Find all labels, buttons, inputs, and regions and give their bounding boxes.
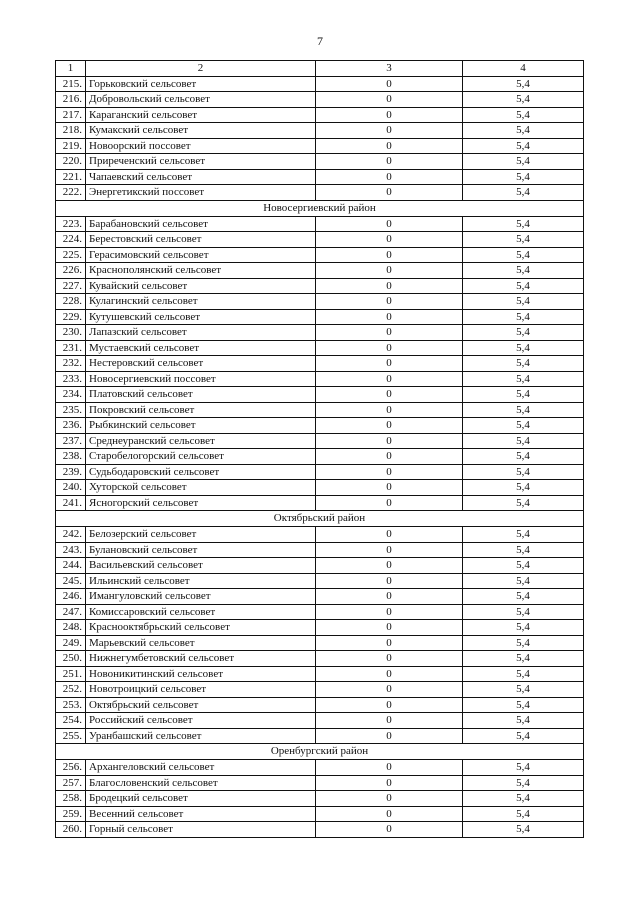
table-row bbox=[56, 325, 584, 341]
column-4-value: 5,4 bbox=[463, 806, 584, 822]
settlement-name: Благословенский сельсовет bbox=[86, 775, 316, 791]
table-row bbox=[56, 356, 584, 372]
table-row bbox=[56, 107, 584, 123]
allocation-table bbox=[55, 60, 584, 838]
district-heading-row bbox=[56, 744, 584, 760]
row-number: 225. bbox=[56, 247, 86, 263]
table-row bbox=[56, 604, 584, 620]
settlement-name: Горьковский сельсовет bbox=[86, 76, 316, 92]
column-4-value: 5,4 bbox=[463, 728, 584, 744]
table-row bbox=[56, 527, 584, 543]
settlement-name: Кувайский сельсовет bbox=[86, 278, 316, 294]
column-3-value: 0 bbox=[316, 340, 463, 356]
table-row bbox=[56, 263, 584, 279]
settlement-name: Краснополянский сельсовет bbox=[86, 263, 316, 279]
column-4-value: 5,4 bbox=[463, 169, 584, 185]
column-3-value: 0 bbox=[316, 589, 463, 605]
column-4-value: 5,4 bbox=[463, 232, 584, 248]
column-4-value: 5,4 bbox=[463, 682, 584, 698]
table-row bbox=[56, 92, 584, 108]
column-3-value: 0 bbox=[316, 666, 463, 682]
row-number: 218. bbox=[56, 123, 86, 139]
column-4-value: 5,4 bbox=[463, 263, 584, 279]
row-number: 226. bbox=[56, 263, 86, 279]
table-row bbox=[56, 371, 584, 387]
settlement-name: Булановский сельсовет bbox=[86, 542, 316, 558]
row-number: 228. bbox=[56, 294, 86, 310]
row-number: 227. bbox=[56, 278, 86, 294]
settlement-name: Нижнегумбетовский сельсовет bbox=[86, 651, 316, 667]
settlement-name: Старобелогорский сельсовет bbox=[86, 449, 316, 465]
settlement-name: Архангеловский сельсовет bbox=[86, 760, 316, 776]
settlement-name: Российский сельсовет bbox=[86, 713, 316, 729]
row-number: 249. bbox=[56, 635, 86, 651]
table-row bbox=[56, 309, 584, 325]
column-3-value: 0 bbox=[316, 604, 463, 620]
settlement-name: Комиссаровский сельсовет bbox=[86, 604, 316, 620]
column-3-value: 0 bbox=[316, 247, 463, 263]
table-row bbox=[56, 822, 584, 838]
column-3-value: 0 bbox=[316, 216, 463, 232]
row-number: 220. bbox=[56, 154, 86, 170]
row-number: 229. bbox=[56, 309, 86, 325]
district-heading: Новосергиевский район bbox=[56, 200, 584, 216]
column-3-value: 0 bbox=[316, 464, 463, 480]
district-heading: Октябрьский район bbox=[56, 511, 584, 527]
row-number: 250. bbox=[56, 651, 86, 667]
column-3-value: 0 bbox=[316, 697, 463, 713]
column-4-value: 5,4 bbox=[463, 371, 584, 387]
column-3-value: 0 bbox=[316, 185, 463, 201]
column-4-value: 5,4 bbox=[463, 822, 584, 838]
table-row bbox=[56, 775, 584, 791]
column-3-value: 0 bbox=[316, 495, 463, 511]
settlement-name: Кумакский сельсовет bbox=[86, 123, 316, 139]
column-3-value: 0 bbox=[316, 760, 463, 776]
column-3-value: 0 bbox=[316, 169, 463, 185]
column-4-value: 5,4 bbox=[463, 294, 584, 310]
district-heading-row bbox=[56, 511, 584, 527]
row-number: 217. bbox=[56, 107, 86, 123]
column-3-value: 0 bbox=[316, 232, 463, 248]
row-number: 221. bbox=[56, 169, 86, 185]
table-row bbox=[56, 589, 584, 605]
column-3-value: 0 bbox=[316, 263, 463, 279]
row-number: 240. bbox=[56, 480, 86, 496]
row-number: 242. bbox=[56, 527, 86, 543]
table-header-row bbox=[56, 61, 584, 77]
column-3-value: 0 bbox=[316, 371, 463, 387]
column-4-value: 5,4 bbox=[463, 542, 584, 558]
row-number: 215. bbox=[56, 76, 86, 92]
column-4-value: 5,4 bbox=[463, 216, 584, 232]
table-row bbox=[56, 651, 584, 667]
row-number: 233. bbox=[56, 371, 86, 387]
column-4-value: 5,4 bbox=[463, 76, 584, 92]
table-row bbox=[56, 123, 584, 139]
column-4-value: 5,4 bbox=[463, 620, 584, 636]
table-row bbox=[56, 76, 584, 92]
row-number: 254. bbox=[56, 713, 86, 729]
table-row bbox=[56, 760, 584, 776]
table-row bbox=[56, 247, 584, 263]
column-3-value: 0 bbox=[316, 309, 463, 325]
row-number: 244. bbox=[56, 558, 86, 574]
column-3-value: 0 bbox=[316, 558, 463, 574]
column-4-value: 5,4 bbox=[463, 123, 584, 139]
row-number: 256. bbox=[56, 760, 86, 776]
row-number: 230. bbox=[56, 325, 86, 341]
column-3-value: 0 bbox=[316, 76, 463, 92]
district-heading-row bbox=[56, 200, 584, 216]
settlement-name: Новотроицкий сельсовет bbox=[86, 682, 316, 698]
column-4-value: 5,4 bbox=[463, 480, 584, 496]
column-4-value: 5,4 bbox=[463, 651, 584, 667]
settlement-name: Ильинский сельсовет bbox=[86, 573, 316, 589]
table-row bbox=[56, 278, 584, 294]
settlement-name: Уранбашский сельсовет bbox=[86, 728, 316, 744]
column-4-value: 5,4 bbox=[463, 495, 584, 511]
table-row bbox=[56, 682, 584, 698]
settlement-name: Ясногорский сельсовет bbox=[86, 495, 316, 511]
table-row bbox=[56, 620, 584, 636]
table-body bbox=[56, 61, 584, 838]
table-row bbox=[56, 666, 584, 682]
page-number: 7 bbox=[317, 34, 323, 48]
column-3-value: 0 bbox=[316, 154, 463, 170]
column-4-value: 5,4 bbox=[463, 356, 584, 372]
settlement-name: Приреченский сельсовет bbox=[86, 154, 316, 170]
column-4-value: 5,4 bbox=[463, 760, 584, 776]
district-heading: Оренбургский район bbox=[56, 744, 584, 760]
column-3-value: 0 bbox=[316, 402, 463, 418]
table-row bbox=[56, 791, 584, 807]
row-number: 241. bbox=[56, 495, 86, 511]
table-row bbox=[56, 635, 584, 651]
row-number: 252. bbox=[56, 682, 86, 698]
column-4-value: 5,4 bbox=[463, 791, 584, 807]
row-number: 232. bbox=[56, 356, 86, 372]
column-3-value: 0 bbox=[316, 123, 463, 139]
column-3-value: 0 bbox=[316, 573, 463, 589]
table-row bbox=[56, 216, 584, 232]
column-4-value: 5,4 bbox=[463, 247, 584, 263]
column-3-value: 0 bbox=[316, 728, 463, 744]
column-4-value: 5,4 bbox=[463, 464, 584, 480]
settlement-name: Кулагинский сельсовет bbox=[86, 294, 316, 310]
column-4-value: 5,4 bbox=[463, 185, 584, 201]
table-row bbox=[56, 154, 584, 170]
row-number: 259. bbox=[56, 806, 86, 822]
column-4-value: 5,4 bbox=[463, 387, 584, 403]
row-number: 239. bbox=[56, 464, 86, 480]
column-4-value: 5,4 bbox=[463, 449, 584, 465]
row-number: 237. bbox=[56, 433, 86, 449]
column-3-value: 0 bbox=[316, 356, 463, 372]
column-4-value: 5,4 bbox=[463, 138, 584, 154]
table-row bbox=[56, 294, 584, 310]
settlement-name: Судьбодаровский сельсовет bbox=[86, 464, 316, 480]
row-number: 257. bbox=[56, 775, 86, 791]
table-row bbox=[56, 464, 584, 480]
column-3-value: 0 bbox=[316, 278, 463, 294]
row-number: 224. bbox=[56, 232, 86, 248]
table-row bbox=[56, 340, 584, 356]
column-4-value: 5,4 bbox=[463, 573, 584, 589]
column-3-value: 0 bbox=[316, 138, 463, 154]
column-4-value: 5,4 bbox=[463, 713, 584, 729]
settlement-name: Герасимовский сельсовет bbox=[86, 247, 316, 263]
table-row bbox=[56, 433, 584, 449]
column-3-value: 0 bbox=[316, 527, 463, 543]
column-3-value: 0 bbox=[316, 107, 463, 123]
column-3-value: 0 bbox=[316, 480, 463, 496]
settlement-name: Барабановский сельсовет bbox=[86, 216, 316, 232]
table-row bbox=[56, 402, 584, 418]
row-number: 235. bbox=[56, 402, 86, 418]
settlement-name: Добровольский сельсовет bbox=[86, 92, 316, 108]
column-3-value: 0 bbox=[316, 682, 463, 698]
settlement-name: Новоорский поссовет bbox=[86, 138, 316, 154]
settlement-name: Весенний сельсовет bbox=[86, 806, 316, 822]
column-3-value: 0 bbox=[316, 651, 463, 667]
settlement-name: Чапаевский сельсовет bbox=[86, 169, 316, 185]
column-header: 2 bbox=[86, 61, 316, 77]
row-number: 223. bbox=[56, 216, 86, 232]
column-4-value: 5,4 bbox=[463, 558, 584, 574]
column-3-value: 0 bbox=[316, 294, 463, 310]
settlement-name: Васильевский сельсовет bbox=[86, 558, 316, 574]
row-number: 255. bbox=[56, 728, 86, 744]
row-number: 248. bbox=[56, 620, 86, 636]
row-number: 247. bbox=[56, 604, 86, 620]
settlement-name: Горный сельсовет bbox=[86, 822, 316, 838]
row-number: 238. bbox=[56, 449, 86, 465]
table-row bbox=[56, 542, 584, 558]
row-number: 236. bbox=[56, 418, 86, 434]
column-3-value: 0 bbox=[316, 635, 463, 651]
settlement-name: Бродецкий сельсовет bbox=[86, 791, 316, 807]
column-3-value: 0 bbox=[316, 418, 463, 434]
column-4-value: 5,4 bbox=[463, 604, 584, 620]
settlement-name: Покровский сельсовет bbox=[86, 402, 316, 418]
table-row bbox=[56, 573, 584, 589]
column-3-value: 0 bbox=[316, 433, 463, 449]
column-4-value: 5,4 bbox=[463, 589, 584, 605]
column-4-value: 5,4 bbox=[463, 92, 584, 108]
settlement-name: Среднеуранский сельсовет bbox=[86, 433, 316, 449]
column-4-value: 5,4 bbox=[463, 154, 584, 170]
column-3-value: 0 bbox=[316, 713, 463, 729]
column-4-value: 5,4 bbox=[463, 107, 584, 123]
table-row bbox=[56, 232, 584, 248]
column-4-value: 5,4 bbox=[463, 418, 584, 434]
column-3-value: 0 bbox=[316, 542, 463, 558]
row-number: 231. bbox=[56, 340, 86, 356]
column-3-value: 0 bbox=[316, 822, 463, 838]
column-4-value: 5,4 bbox=[463, 635, 584, 651]
settlement-name: Новоникитинский сельсовет bbox=[86, 666, 316, 682]
table-row bbox=[56, 480, 584, 496]
column-4-value: 5,4 bbox=[463, 340, 584, 356]
settlement-name: Кутушевский сельсовет bbox=[86, 309, 316, 325]
column-3-value: 0 bbox=[316, 92, 463, 108]
column-3-value: 0 bbox=[316, 806, 463, 822]
table-row bbox=[56, 138, 584, 154]
table-row bbox=[56, 449, 584, 465]
column-3-value: 0 bbox=[316, 620, 463, 636]
column-4-value: 5,4 bbox=[463, 278, 584, 294]
column-4-value: 5,4 bbox=[463, 433, 584, 449]
settlement-name: Хуторской сельсовет bbox=[86, 480, 316, 496]
table-row bbox=[56, 806, 584, 822]
row-number: 216. bbox=[56, 92, 86, 108]
row-number: 258. bbox=[56, 791, 86, 807]
settlement-name: Энергетикский поссовет bbox=[86, 185, 316, 201]
table-row bbox=[56, 558, 584, 574]
column-4-value: 5,4 bbox=[463, 775, 584, 791]
table-row bbox=[56, 418, 584, 434]
settlement-name: Белозерский сельсовет bbox=[86, 527, 316, 543]
row-number: 219. bbox=[56, 138, 86, 154]
column-header: 4 bbox=[463, 61, 584, 77]
row-number: 251. bbox=[56, 666, 86, 682]
settlement-name: Рыбкинский сельсовет bbox=[86, 418, 316, 434]
settlement-name: Нестеровский сельсовет bbox=[86, 356, 316, 372]
settlement-name: Новосергиевский поссовет bbox=[86, 371, 316, 387]
settlement-name: Октябрьский сельсовет bbox=[86, 697, 316, 713]
column-4-value: 5,4 bbox=[463, 325, 584, 341]
column-4-value: 5,4 bbox=[463, 527, 584, 543]
column-3-value: 0 bbox=[316, 387, 463, 403]
column-3-value: 0 bbox=[316, 449, 463, 465]
settlement-name: Берестовский сельсовет bbox=[86, 232, 316, 248]
column-4-value: 5,4 bbox=[463, 697, 584, 713]
column-4-value: 5,4 bbox=[463, 309, 584, 325]
row-number: 260. bbox=[56, 822, 86, 838]
column-header: 3 bbox=[316, 61, 463, 77]
row-number: 234. bbox=[56, 387, 86, 403]
settlement-name: Имангуловский сельсовет bbox=[86, 589, 316, 605]
column-header: 1 bbox=[56, 61, 86, 77]
settlement-name: Краснооктябрьский сельсовет bbox=[86, 620, 316, 636]
column-3-value: 0 bbox=[316, 791, 463, 807]
settlement-name: Мустаевский сельсовет bbox=[86, 340, 316, 356]
column-3-value: 0 bbox=[316, 325, 463, 341]
column-4-value: 5,4 bbox=[463, 666, 584, 682]
table-row bbox=[56, 387, 584, 403]
column-3-value: 0 bbox=[316, 775, 463, 791]
table-row bbox=[56, 728, 584, 744]
table-row bbox=[56, 495, 584, 511]
settlement-name: Лапазский сельсовет bbox=[86, 325, 316, 341]
row-number: 253. bbox=[56, 697, 86, 713]
row-number: 245. bbox=[56, 573, 86, 589]
table-row bbox=[56, 185, 584, 201]
table-row bbox=[56, 713, 584, 729]
table-row bbox=[56, 697, 584, 713]
settlement-name: Караганский сельсовет bbox=[86, 107, 316, 123]
row-number: 246. bbox=[56, 589, 86, 605]
column-4-value: 5,4 bbox=[463, 402, 584, 418]
table-row bbox=[56, 169, 584, 185]
row-number: 222. bbox=[56, 185, 86, 201]
settlement-name: Платовский сельсовет bbox=[86, 387, 316, 403]
row-number: 243. bbox=[56, 542, 86, 558]
settlement-name: Марьевский сельсовет bbox=[86, 635, 316, 651]
